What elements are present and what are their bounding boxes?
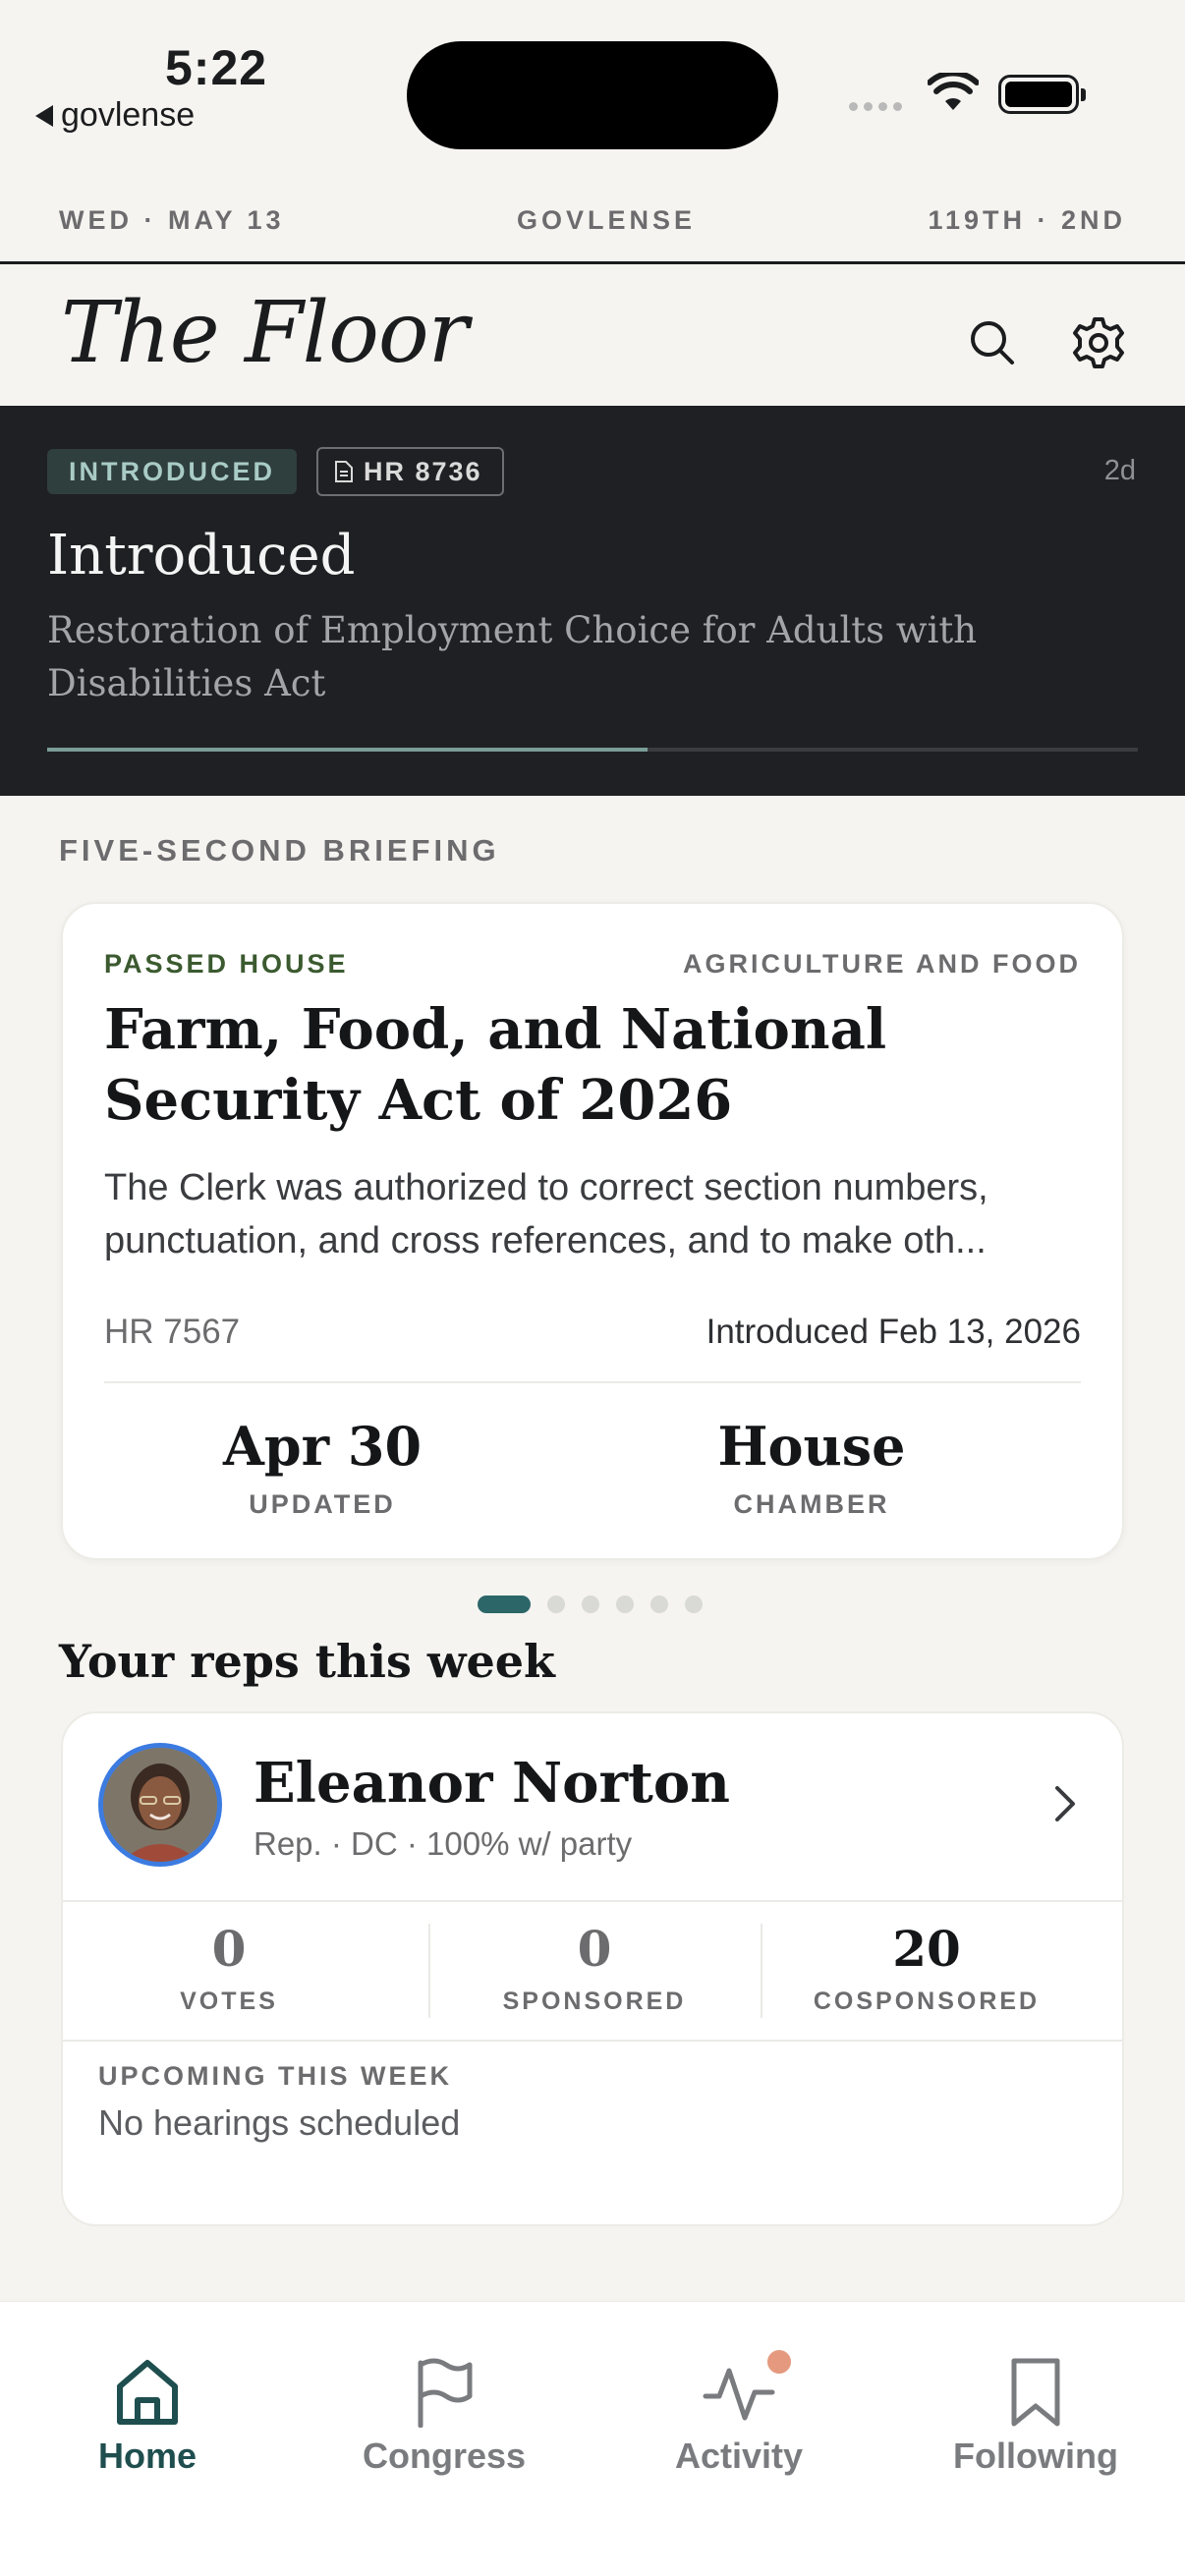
- tab-label: Home: [97, 2436, 198, 2476]
- bill-title: Farm, Food, and National Security Act of 2026: [104, 997, 887, 1133]
- upcoming-label: UPCOMING THIS WEEK: [98, 2061, 453, 2091]
- masthead: [59, 202, 1126, 238]
- card-divider: [104, 1381, 1081, 1383]
- search-button[interactable]: [957, 308, 1028, 378]
- chevron-right-icon[interactable]: [1051, 1782, 1079, 1825]
- rep-meta: Rep. · DC · 100% w/ party: [254, 1825, 633, 1862]
- stat-value: House: [717, 1415, 906, 1478]
- settings-button[interactable]: [1063, 308, 1134, 378]
- gear-icon: [1071, 315, 1126, 370]
- pager-dot-active[interactable]: [478, 1596, 531, 1613]
- page-title: The Floor: [61, 284, 468, 382]
- stat-label: SPONSORED: [502, 1988, 687, 2015]
- stat-value: 0: [211, 1920, 247, 1978]
- avatar: [98, 1743, 222, 1867]
- notification-badge: [762, 2345, 796, 2379]
- stat-value: 20: [892, 1920, 961, 1978]
- stage-pill: INTRODUCED: [47, 449, 297, 494]
- stat-label: CHAMBER: [733, 1489, 890, 1519]
- cosponsored-stat: [761, 1920, 1093, 2016]
- tab-label: Congress: [362, 2436, 527, 2476]
- stat-value: 0: [577, 1920, 612, 1978]
- rep-card[interactable]: [61, 1711, 1124, 2226]
- bill-status: Introduced: [47, 524, 356, 588]
- masthead-date: WED · MAY 13: [59, 204, 285, 235]
- age-label: 2d: [1103, 455, 1136, 486]
- masthead-session: 119TH · 2ND: [928, 204, 1126, 235]
- search-icon: [968, 318, 1017, 367]
- pager-dot[interactable]: [650, 1596, 668, 1613]
- stat-label: COSPONSORED: [813, 1988, 1041, 2015]
- progress-track: [47, 748, 1138, 752]
- chamber-stat: [645, 1415, 979, 1520]
- tab-label: Following: [953, 2436, 1118, 2476]
- sponsored-stat: [428, 1920, 761, 2016]
- card-divider: [63, 2040, 1122, 2042]
- stat-label: VOTES: [180, 1988, 278, 2015]
- home-icon: [114, 2357, 181, 2428]
- bill-stage-label: PASSED HOUSE: [104, 949, 349, 979]
- tab-bar: [0, 2301, 1185, 2576]
- rep-portrait-icon: [103, 1748, 217, 1862]
- back-to-app-link[interactable]: [35, 96, 195, 135]
- status-bar: [0, 0, 1185, 177]
- flag-icon: [413, 2357, 476, 2428]
- reps-heading: Your reps this week: [59, 1635, 555, 1688]
- card-divider: [63, 1900, 1122, 1902]
- bill-title: Restoration of Employment Choice for Adults with Disabilities Act: [47, 609, 978, 704]
- pager-dot[interactable]: [547, 1596, 565, 1613]
- masthead-brand: GOVLENSE: [516, 204, 697, 235]
- introduced-date: Introduced Feb 13, 2026: [705, 1313, 1081, 1351]
- tab-home[interactable]: [0, 2345, 295, 2477]
- cellular-signal-icon: [849, 102, 902, 111]
- bill-number: HR 7567: [104, 1313, 241, 1351]
- stat-label: UPDATED: [249, 1489, 396, 1519]
- progress-fill: [47, 748, 648, 752]
- bookmark-icon: [1008, 2357, 1063, 2428]
- stat-value: Apr 30: [222, 1415, 423, 1478]
- wifi-icon: [928, 73, 979, 112]
- back-triangle-icon: [35, 105, 53, 127]
- briefing-section-label: FIVE-SECOND BRIEFING: [59, 833, 500, 868]
- bill-number: HR 8736: [364, 456, 482, 486]
- battery-icon: [998, 75, 1079, 114]
- tab-congress[interactable]: [297, 2345, 592, 2477]
- carousel-pager[interactable]: [478, 1596, 703, 1613]
- pager-dot[interactable]: [685, 1596, 703, 1613]
- title-bar: [0, 264, 1185, 406]
- bill-summary: The Clerk was authorized to correct section numbers, punctuation, and cross references, and to make oth...: [104, 1167, 988, 1261]
- status-time: 5:22: [165, 40, 268, 95]
- pager-dot[interactable]: [582, 1596, 599, 1613]
- votes-stat: [63, 1920, 395, 2016]
- rep-name: Eleanor Norton: [254, 1751, 730, 1816]
- briefing-card[interactable]: [61, 902, 1124, 1560]
- latest-bill-banner[interactable]: [0, 406, 1185, 796]
- dynamic-island: [407, 41, 778, 149]
- tab-following[interactable]: [888, 2345, 1183, 2477]
- tab-activity[interactable]: [592, 2345, 886, 2477]
- upcoming-value: No hearings scheduled: [98, 2102, 461, 2143]
- tab-label: Activity: [674, 2436, 804, 2476]
- updated-stat: [155, 1415, 489, 1520]
- document-icon: [334, 460, 354, 483]
- pager-dot[interactable]: [616, 1596, 634, 1613]
- bill-category: AGRICULTURE AND FOOD: [683, 949, 1081, 979]
- bill-number-pill: [316, 447, 504, 496]
- back-app-label: govlense: [61, 96, 196, 134]
